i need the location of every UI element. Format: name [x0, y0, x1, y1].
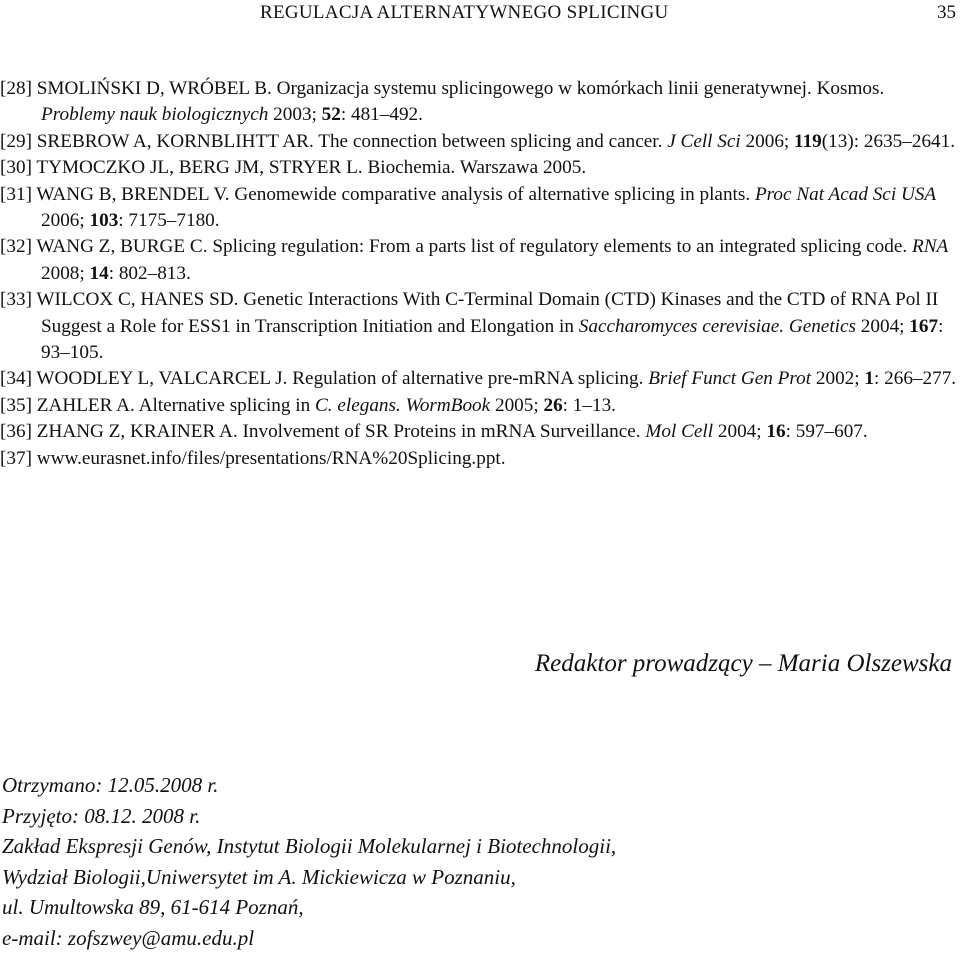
reference-pages: : 802–813. — [108, 262, 191, 284]
reference-pages: : 93–105. — [41, 315, 944, 364]
reference-authors: WOODLEY L, VALCARCEL J. — [36, 368, 288, 390]
reference-volume: 16 — [766, 421, 786, 443]
reference-journal: WormBook — [405, 394, 491, 416]
page-number: 35 — [937, 2, 956, 23]
reference-year: 2004; — [717, 421, 762, 443]
reference-title: Alternative splicing in — [138, 394, 311, 416]
running-header — [0, 0, 960, 30]
reference-url[interactable]: www.eurasnet.info/files/presentations/RNA%20Splicing.ppt. — [36, 447, 506, 469]
reference-year: 2006; — [745, 130, 790, 152]
reference-item — [0, 234, 958, 287]
reference-volume: 26 — [543, 394, 563, 416]
reference-list — [0, 76, 958, 472]
reference-journal: Problemy nauk biologicznych — [41, 104, 269, 126]
reference-year: 2002; — [815, 368, 860, 390]
reference-authors: SMOLIŃSKI D, WRÓBEL B. — [36, 78, 272, 99]
reference-number: [29] — [0, 130, 32, 152]
reference-number: [34] — [0, 368, 32, 390]
reference-item — [0, 287, 958, 366]
reference-item — [0, 155, 958, 181]
reference-title: Genetic Interactions With C-Terminal Domain (CTD) Kinases and the CTD of RNA Pol II Suggest a Role for ESS1 in Transcription Initiation and Elongation in — [41, 289, 939, 337]
running-title: REGULACJA ALTERNATYWNEGO SPLICINGU — [260, 2, 669, 23]
reference-number: [35] — [0, 394, 32, 416]
reference-journal: J Cell Sci — [667, 130, 741, 152]
reference-title: Splicing regulation: From a parts list of regulatory elements to an integrated splicing code. — [212, 236, 908, 258]
accepted-date: Przyjęto: 08.12. 2008 r. — [2, 803, 201, 828]
reference-authors: SREBROW A, KORNBLIHTT AR. — [36, 130, 314, 152]
contact-email[interactable]: e-mail: zofszwey@amu.edu.pl — [2, 925, 255, 950]
reference-authors: WANG Z, BURGE C. — [36, 236, 208, 258]
reference-number: [36] — [0, 421, 32, 443]
reference-title: The connection between splicing and cancer. — [318, 130, 663, 152]
reference-year: 2004; — [860, 315, 905, 337]
reference-authors: ZAHLER A. — [36, 394, 135, 416]
received-date: Otrzymano: 12.05.2008 r. — [2, 773, 219, 797]
reference-volume: 103 — [89, 210, 119, 232]
reference-title: Genomewide comparative analysis of alternative splicing in plants. — [234, 183, 751, 205]
reference-year: 2003; — [273, 104, 317, 126]
reference-journal: RNA — [911, 236, 949, 258]
reference-year: 2005; — [494, 394, 539, 416]
reference-journal: Mol Cell — [645, 421, 714, 443]
reference-title: Regulation of alternative pre-mRNA splicing. — [292, 368, 644, 390]
reference-volume: 52 — [321, 104, 341, 126]
reference-pages: : 7175–7180. — [118, 210, 220, 232]
reference-pages: : 481–492. — [340, 104, 423, 126]
reference-pages: : 1–13. — [562, 394, 616, 416]
editor-credit: Redaktor prowadzący – Maria Olszewska — [534, 650, 952, 677]
reference-journal: Brief Funct Gen Prot — [648, 368, 812, 390]
reference-number: [37] — [0, 447, 32, 469]
reference-title: Organizacja systemu splicingowego w komórkach linii generatywnej. Kosmos. — [276, 78, 885, 99]
reference-title-italic: C. elegans. — [314, 394, 401, 416]
reference-pages: (13): 2635–2641. — [821, 130, 956, 152]
reference-authors: WANG B, BRENDEL V. — [36, 183, 230, 205]
reference-item — [0, 129, 958, 155]
reference-volume: 1 — [864, 368, 874, 390]
affiliation-line-1: Zakład Ekspresji Genów, Instytut Biologii Molekularnej i Biotechnologii, — [2, 834, 617, 858]
reference-item — [0, 393, 958, 419]
reference-number: [32] — [0, 236, 32, 258]
reference-title-italic: Saccharomyces cerevisiae. — [578, 315, 785, 337]
reference-journal: Genetics — [788, 315, 856, 337]
reference-title: Biochemia. Warszawa 2005. — [367, 157, 587, 179]
reference-number: [31] — [0, 183, 32, 205]
reference-number: [28] — [0, 78, 32, 99]
article-info — [2, 770, 616, 953]
reference-year: 2008; — [41, 262, 85, 284]
affiliation-line-2: Wydział Biologii,Uniwersytet im A. Mickiewicza w Poznaniu, — [2, 864, 516, 889]
reference-volume: 119 — [794, 130, 822, 152]
reference-year: 2006; — [41, 210, 85, 232]
reference-number: [30] — [0, 157, 32, 179]
affiliation-line-3: ul. Umultowska 89, 61-614 Poznań, — [2, 895, 304, 919]
reference-item — [0, 182, 958, 235]
reference-item — [0, 366, 958, 392]
reference-number: [33] — [0, 289, 32, 311]
reference-authors: WILCOX C, HANES SD. — [36, 289, 239, 311]
reference-volume: 167 — [909, 315, 939, 337]
reference-item — [0, 419, 958, 445]
reference-item — [0, 446, 958, 472]
reference-authors: ZHANG Z, KRAINER A. — [36, 421, 238, 443]
reference-authors: TYMOCZKO JL, BERG JM, STRYER L. — [36, 157, 363, 179]
reference-item — [0, 76, 958, 129]
reference-volume: 14 — [89, 262, 109, 284]
reference-pages: : 597–607. — [785, 421, 868, 443]
reference-journal: Proc Nat Acad Sci USA — [754, 183, 937, 205]
reference-pages: : 266–277. — [874, 368, 957, 390]
reference-title: Involvement of SR Proteins in mRNA Surveillance. — [242, 421, 641, 443]
